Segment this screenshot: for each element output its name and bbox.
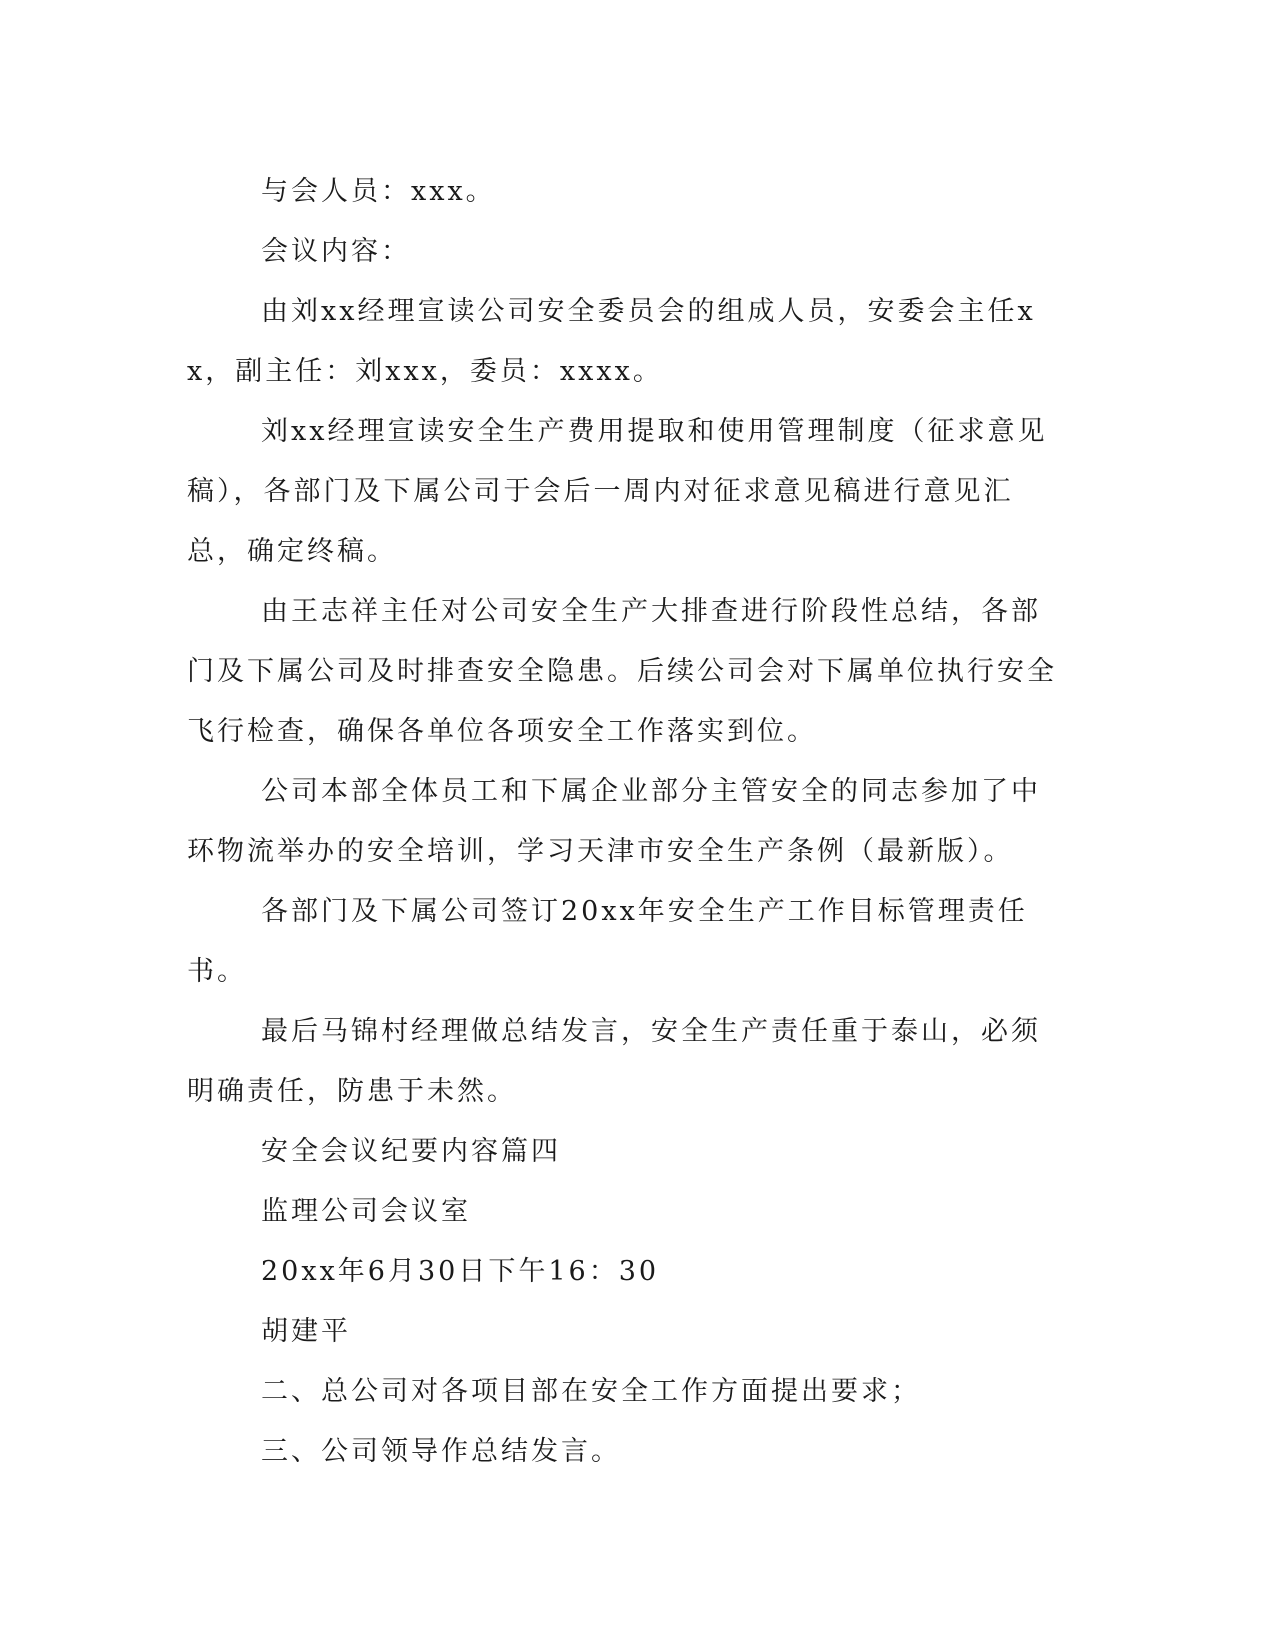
paragraph-responsibility-agreement: 各部门及下属公司签订20xx年安全生产工作目标管理责任书。 — [187, 896, 1028, 987]
paragraph-committee-members: 由刘xx经理宣读公司安全委员会的组成人员，安委会主任xx，副主任：刘xxx，委员：xxxx。 — [187, 296, 1036, 387]
paragraph-meeting-content-heading: 会议内容： — [261, 236, 411, 267]
meeting-location: 监理公司会议室 — [261, 1196, 471, 1227]
paragraph-attendees: 与会人员：xxx。 — [261, 176, 496, 207]
document-body — [187, 162, 1067, 1482]
paragraph-closing-speech: 最后马锦村经理做总结发言，安全生产责任重于泰山，必须明确责任，防患于未然。 — [187, 1016, 1041, 1107]
paragraph-cost-management: 刘xx经理宣读安全生产费用提取和使用管理制度（征求意见稿），各部门及下属公司于会后一周内对征求意见稿进行意见汇总，确定终稿。 — [187, 416, 1048, 567]
paragraph-safety-inspection: 由王志祥主任对公司安全生产大排查进行阶段性总结，各部门及下属公司及时排查安全隐患。后续公司会对下属单位执行安全飞行检查，确保各单位各项安全工作落实到位。 — [187, 596, 1057, 747]
paragraph-safety-training: 公司本部全体员工和下属企业部分主管安全的同志参加了中环物流举办的安全培训，学习天津市安全生产条例（最新版）。 — [187, 776, 1041, 867]
agenda-item-2: 二、总公司对各项目部在安全工作方面提出要求； — [261, 1376, 921, 1407]
section-title: 安全会议纪要内容篇四 — [261, 1136, 561, 1167]
meeting-time: 20xx年6月30日下午16：30 — [261, 1256, 660, 1287]
agenda-item-3: 三、公司领导作总结发言。 — [261, 1436, 621, 1467]
meeting-host: 胡建平 — [261, 1316, 351, 1347]
